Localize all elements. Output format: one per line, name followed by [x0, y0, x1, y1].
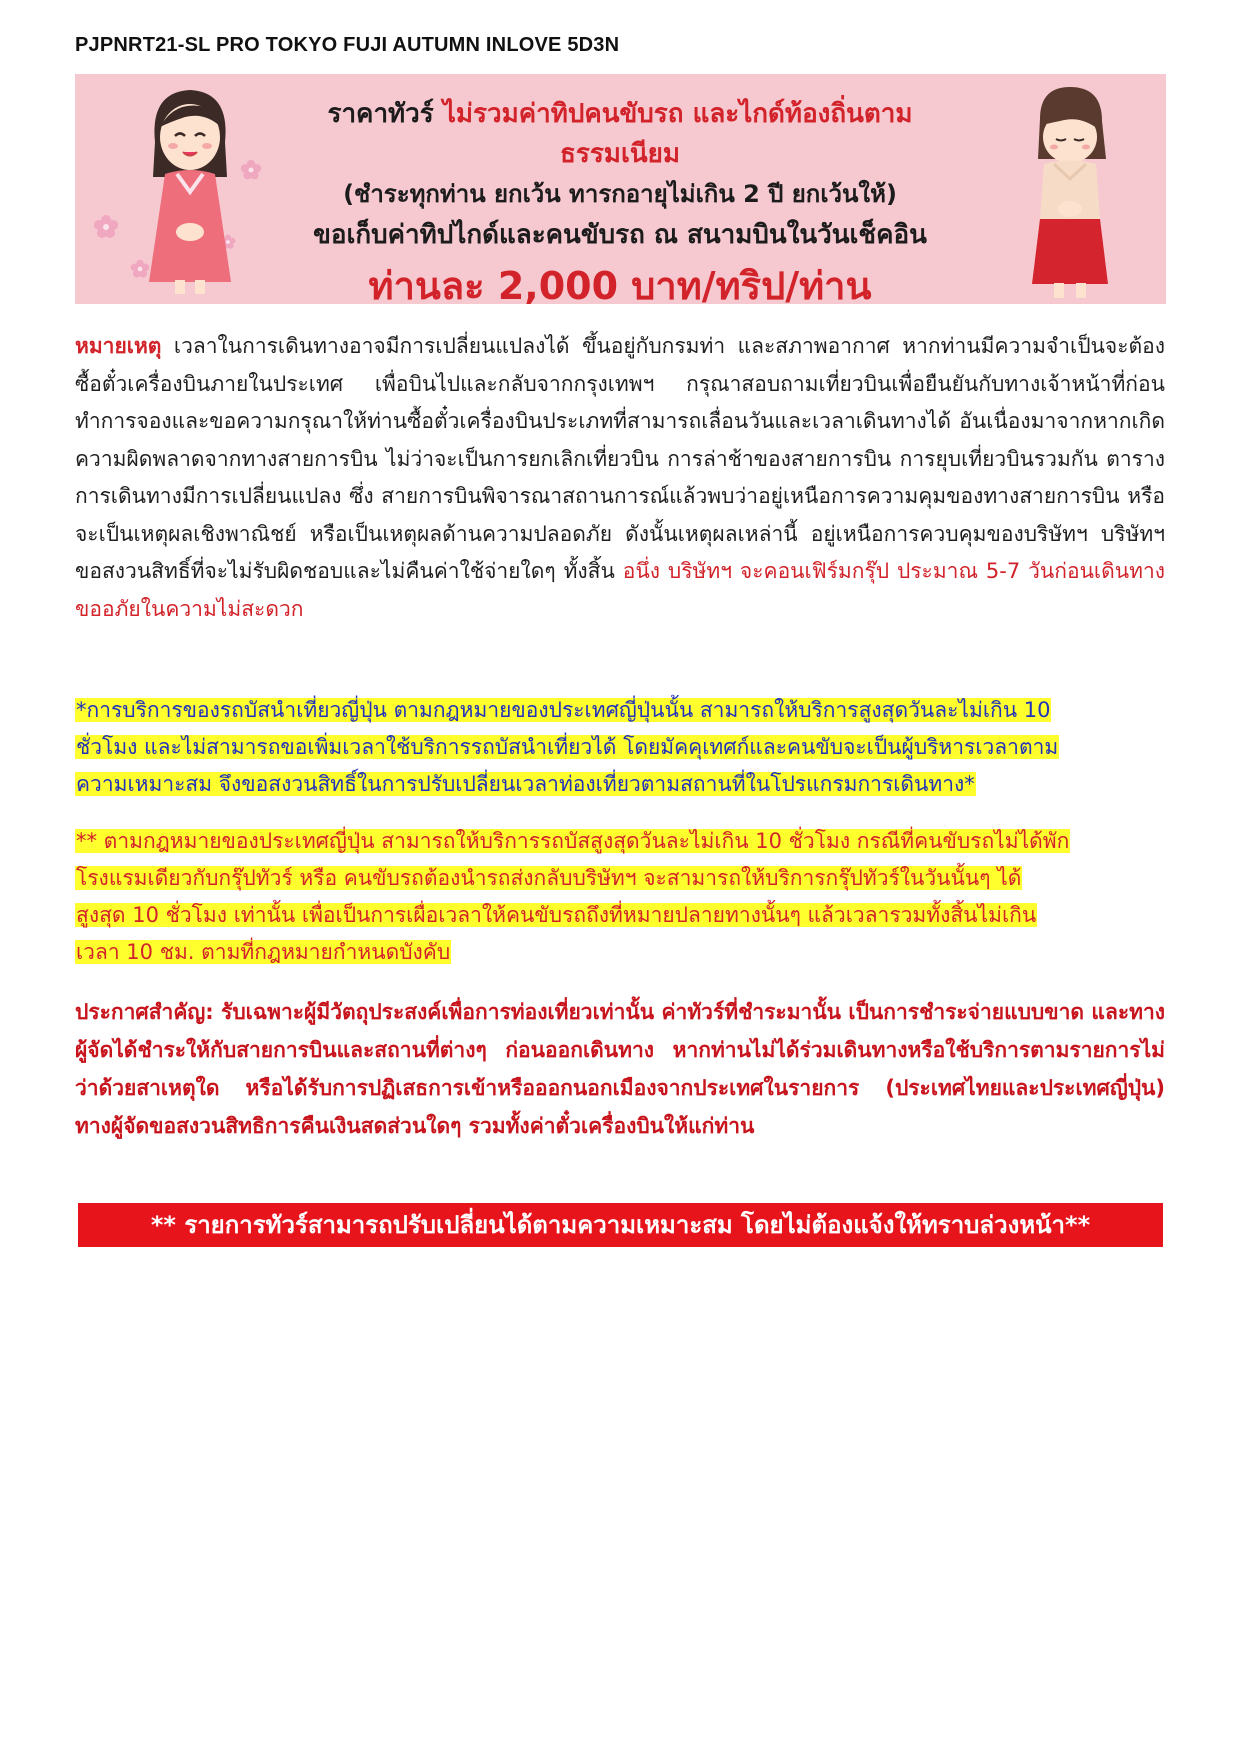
law-notice-line [75, 860, 1165, 897]
banner-line-1-red: ไม่รวมค่าทิปคนขับรถ และไกด์ท้องถิ่นตามธรรมเนียม [442, 99, 913, 169]
law-notice-line-text: ** ตามกฎหมายของประเทศญี่ปุ่น สามารถให้บริการรถบัสสูงสุดวันละไม่เกิน 10 ชั่วโมง กรณีที่คนขับรถไม่ได้พัก [76, 829, 1070, 853]
banner-line-1-prefix: ราคาทัวร์ [327, 99, 434, 129]
law-notice-line-text: เวลา 10 ชม. ตามที่กฎหมายกำหนดบังคับ [76, 940, 451, 964]
banner-line-1 [270, 94, 970, 174]
important-announcement: ประกาศสำคัญ: รับเฉพาะผู้มีวัตถุประสงค์เพื่อการท่องเที่ยวเท่านั้น ค่าทัวร์ที่ชำระมานั้น เป็นการชำระจ่ายแบบขาด และทางผู้จัดได้ชำระให้กับสายการบินและสถานที่ต่างๆ ก่อนออกเดินทาง หากท่านไม่ได้ร่วมเดินทางหรือใช้บริการตามรายการไม่ว่าด้วยสาเหตุใด หรือได้รับการปฏิเสธการเข้าหรือออกนอกเมืองจากประเทศในรายการ (ประเทศไทยและประเทศญี่ปุ่น) ทางผู้จัดขอสงวนสิทธิการคืนเงินสดส่วนใดๆ รวมทั้งค่าตั๋วเครื่องบินให้แก่ท่าน [75, 1000, 1165, 1138]
banner-line-2: (ชำระทุกท่าน ยกเว้น ทารกอายุไม่เกิน 2 ปี ยกเว้นให้) [343, 180, 897, 208]
tip-notice-banner [75, 74, 1166, 304]
note-label: หมายเหตุ [75, 334, 162, 358]
banner-text [270, 94, 970, 304]
banner-line-3: ขอเก็บค่าทิปไกด์และคนขับรถ ณ สนามบินในวันเช็คอิน [313, 220, 927, 250]
bus-notice-line-text: ชั่วโมง และไม่สามารถขอเพิ่มเวลาใช้บริการรถบัสนำเที่ยวได้ โดยมัคคุเทศก์และคนขับจะเป็นผู้บริหารเวลาตาม [76, 735, 1059, 759]
law-notice-line-text: โรงแรมเดียวกับกรุ๊ปทัวร์ หรือ คนขับรถต้องนำรถส่งกลับบริษัทฯ จะสามารถให้บริการกรุ๊ปทัวร์ในวันนั้นๆ ได้ [76, 866, 1022, 890]
bus-notice-line-text: ความเหมาะสม จึงขอสงวนสิทธิ์ในการปรับเปลี่ยนเวลาท่องเที่ยวตามสถานที่ในโปรแกรมการเดินทาง* [76, 772, 975, 796]
bus-service-notice [75, 692, 1165, 803]
note-body: เวลาในการเดินทางอาจมีการเปลี่ยนแปลงได้ ขึ้นอยู่กับกรมท่า และสภาพอากาศ หากท่านมีความจำเป็นจะต้องซื้อตั๋วเครื่องบินภายในประเทศ เพื่อบินไปและกลับจากกรุงเทพฯ กรุณาสอบถามเที่ยวบินเพื่อยืนยันกับทางเจ้าหน้าที่ก่อนทำการจองและขอความกรุณาให้ท่านซื้อตั๋วเครื่องบินประเภทที่สามารถเลื่อนวันและเวลาเดินทางได้ อันเนื่องมาจากหากเกิดความผิดพลาดจากทางสายการบิน ไม่ว่าจะเป็นการยกเลิกเที่ยวบิน การล่าช้าของสายการบิน การยุบเที่ยวบินรวมกัน ตารางการเดินทางมีการเปลี่ยนแปลง ซึ่ง สายการบินพิจารณาสถานการณ์แล้วพบว่าอยู่เหนือการความคุมของทางสายการบิน หรือจะเป็นเหตุผลเชิงพาณิชย์ หรือเป็นเหตุผลด้านความปลอดภัย ดังนั้นเหตุผลเหล่านี้ อยู่เหนือการควบคุมของบริษัทฯ บริษัทฯ ขอสงวนสิทธิ์ที่จะไม่รับผิดชอบและไม่คืนค่าใช้จ่ายใดๆ ทั้งสิ้น [75, 334, 1165, 583]
pink-flower-icon [93, 214, 119, 240]
banner-price-line: ท่านละ 2,000 บาท/ทริป/ท่าน [368, 264, 872, 304]
bus-notice-line-text: *การบริการของรถบัสนำเที่ยวญี่ปุ่น ตามกฎหมายของประเทศญี่ปุ่นนั้น สามารถให้บริการสูงสุดวันละไม่เกิน 10 [76, 698, 1051, 722]
bus-notice-line [75, 766, 1165, 803]
note-red-tail: อนึ่ง บริษัทฯ จะคอนเฟิร์มกรุ๊ป ประมาณ 5-7 วันก่อนเดินทาง ขออภัยในความไม่สะดวก [75, 559, 1165, 621]
bowing-woman-smiling-illustration [135, 82, 245, 297]
law-notice-line [75, 897, 1165, 934]
note-paragraph [75, 328, 1165, 628]
law-notice-line [75, 823, 1165, 860]
itinerary-change-banner: ** รายการทัวร์สามารถปรับเปลี่ยนได้ตามความเหมาะสม โดยไม่ต้องแจ้งให้ทราบล่วงหน้า** [78, 1203, 1163, 1247]
law-notice-line-text: สูงสุด 10 ชั่วโมง เท่านั้น เพื่อเป็นการเผื่อเวลาให้คนขับรถถึงที่หมายปลายทางนั้นๆ แล้วเวลารวมทั้งสิ้นไม่เกิน [76, 903, 1037, 927]
japan-law-notice [75, 823, 1165, 971]
bowing-woman-apologizing-illustration [1010, 79, 1130, 301]
document-title: PJPNRT21-SL PRO TOKYO FUJI AUTUMN INLOVE 5D3N [75, 34, 620, 56]
bus-notice-line [75, 692, 1165, 729]
law-notice-line [75, 934, 1165, 971]
bus-notice-line [75, 729, 1165, 766]
